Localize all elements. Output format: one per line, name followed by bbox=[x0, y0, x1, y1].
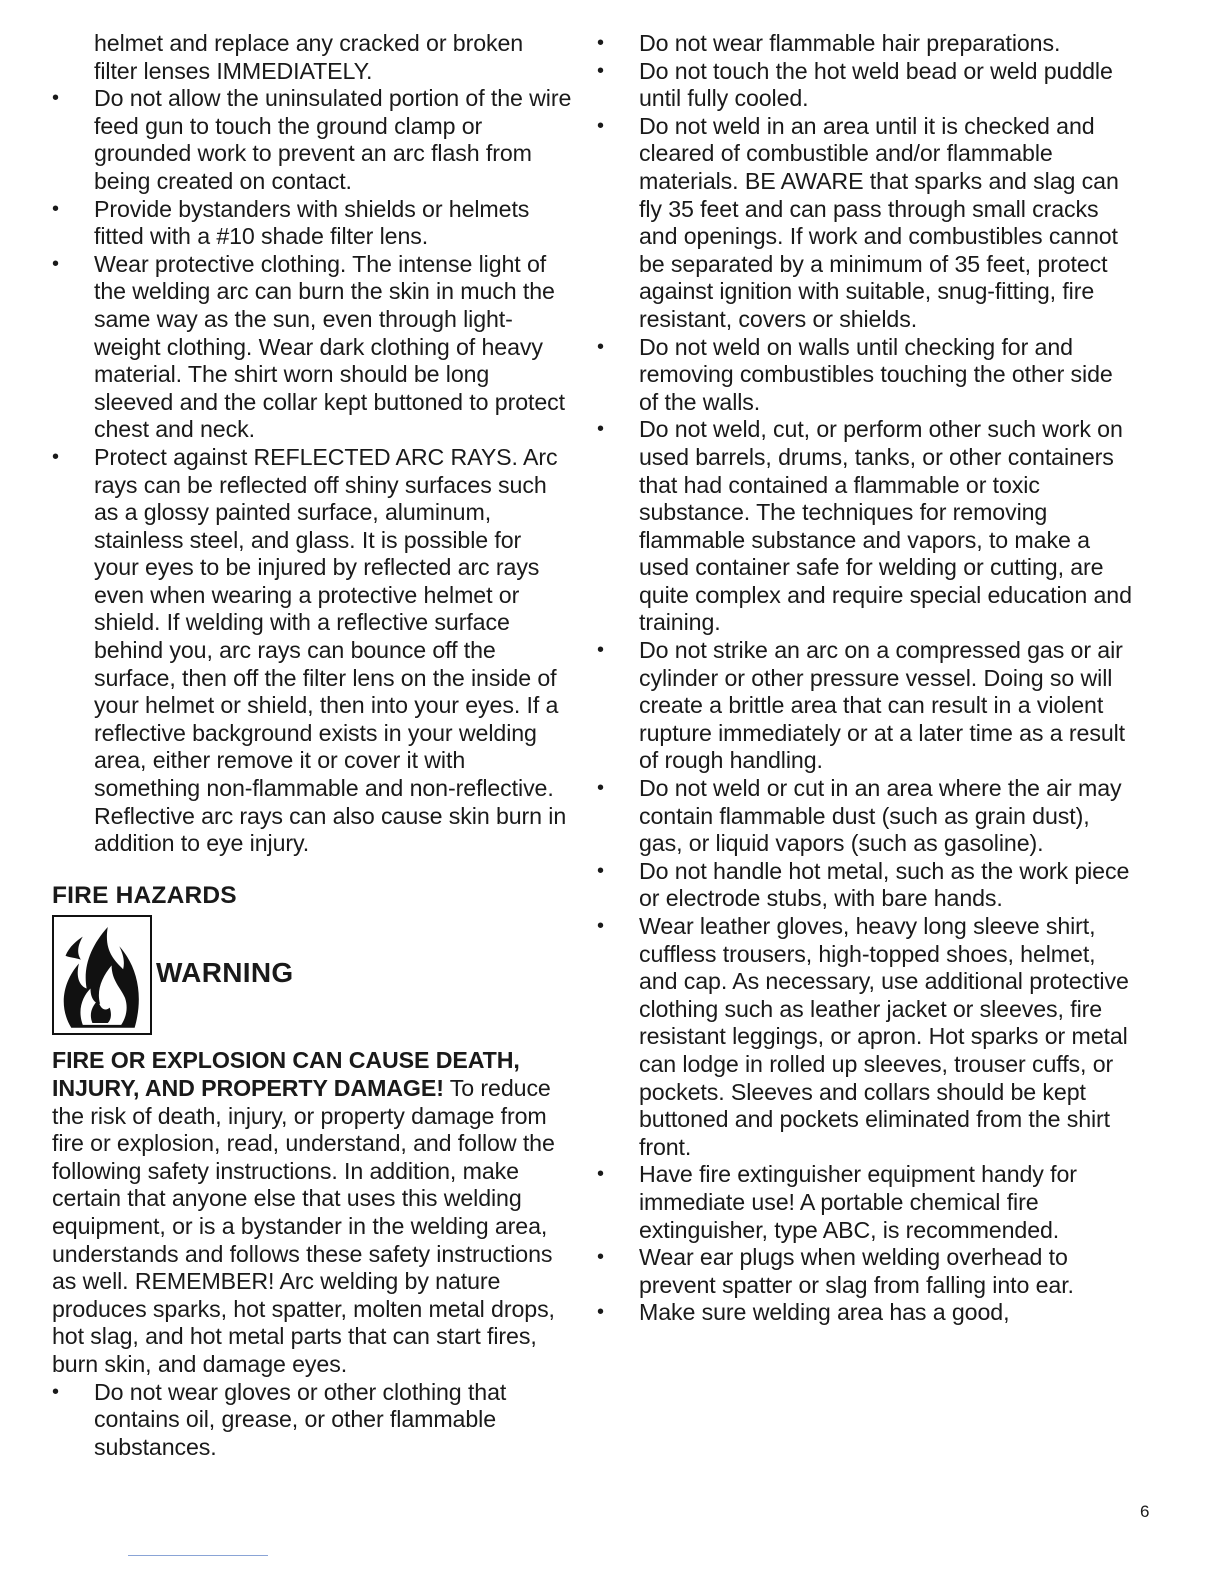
bullet-icon: • bbox=[52, 445, 59, 468]
list-item: • Do not wear flammable hair preparations. bbox=[597, 30, 1061, 56]
warning-bold-text: FIRE OR EXPLOSION CAN CAUSE DEATH, INJURY, AND PROPERTY DAMAGE! bbox=[52, 1047, 520, 1101]
bullet-icon: • bbox=[52, 252, 59, 275]
list-item: • Do not weld, cut, or perform other such work on used barrels, drums, tanks, or other containers that had contained a flammable or toxic substance. The techniques for removing flammable substance and vapors, to make a used container safe for welding or cutting, are quite complex and require special education and training. bbox=[597, 416, 1132, 636]
list-item: • Do not weld or cut in an area where the air may contain flammable dust (such as grain dust), gas, or liquid vapors (such as gasoline). bbox=[597, 775, 1122, 857]
bullet-icon: • bbox=[597, 1301, 604, 1324]
list-item: • Do not weld on walls until checking for and removing combustibles touching the other side of the walls. bbox=[597, 333, 1113, 415]
bullet-list-bottom bbox=[52, 1379, 572, 1462]
bullet-icon: • bbox=[597, 59, 604, 82]
warning-paragraph bbox=[52, 1047, 572, 1378]
fire-icon bbox=[52, 915, 152, 1035]
list-item: • Wear ear plugs when welding overhead to prevent spatter or slag from falling into ear. bbox=[597, 1244, 1074, 1298]
bullet-icon: • bbox=[52, 197, 59, 220]
page-number: 6 bbox=[1140, 1502, 1150, 1521]
list-item: • Do not allow the uninsulated portion of the wire feed gun to touch the ground clamp or grounded work to prevent an arc flash from being created on contact. bbox=[52, 85, 572, 194]
bullet-icon: • bbox=[597, 1163, 604, 1186]
bullet-icon: • bbox=[597, 418, 604, 441]
list-item: • Provide bystanders with shields or helmets fitted with a #10 shade filter lens. bbox=[52, 195, 530, 250]
list-item: • Do not strike an arc on a compressed gas or air cylinder or other pressure vessel. Doing so will create a brittle area that can result in a violent rupture immediately or at a later time as a result of rough handling. bbox=[597, 637, 1126, 774]
footer-divider bbox=[128, 1555, 268, 1556]
list-item: • Do not touch the hot weld bead or weld puddle until fully cooled. bbox=[597, 57, 1113, 112]
bullet-icon: • bbox=[52, 1380, 59, 1403]
bullet-list-top bbox=[52, 85, 572, 858]
continued-paragraph: helmet and replace any cracked or broken filter lenses IMMEDIATELY. bbox=[94, 30, 524, 84]
bullet-icon: • bbox=[597, 1246, 604, 1269]
bullet-icon: • bbox=[597, 32, 604, 54]
bullet-icon: • bbox=[597, 639, 604, 662]
right-column bbox=[597, 30, 1132, 1327]
list-item: • Do not weld in an area until it is checked and cleared of combustible and/or flammable materials. BE AWARE that sparks and slag can fly 35 feet and can pass through small cracks and openings. If work and combustibles cannot be separated by a minimum of 35 feet, protect against ignition with suitable, snug-fitting, fire resistant, covers or shields. bbox=[597, 112, 1119, 332]
list-item: • Wear protective clothing. The intense light of the welding arc can burn the skin in much the same way as the sun, even through light-weight clothing. Wear dark clothing of heavy material. The shirt worn should be long sleeved and the collar kept buttoned to protect chest and neck. bbox=[52, 250, 565, 443]
bullet-icon: • bbox=[597, 915, 604, 937]
bullet-icon: • bbox=[597, 777, 604, 800]
list-item: • Do not handle hot metal, such as the work piece or electrode stubs, with bare hands. bbox=[597, 857, 1130, 912]
bullet-list-right bbox=[597, 30, 1132, 1327]
left-column bbox=[52, 30, 572, 1461]
warning-label: WARNING bbox=[156, 957, 294, 989]
bullet-icon: • bbox=[52, 87, 59, 110]
bullet-icon: • bbox=[597, 114, 604, 137]
warning-body-text: To reduce the risk of death, injury, or property damage from fire or explosion, read, understand, and follow the following safety instructions. In addition, make certain that anyone else that uses this welding equipment, or is a bystander in the welding area, understands and follows these safety instructions as well. REMEMBER! Arc welding by nature produces sparks, hot spatter, molten metal drops, hot slag, and hot metal parts that can start fires, burn skin, and damage eyes. bbox=[52, 1075, 555, 1377]
section-heading: FIRE HAZARDS bbox=[52, 881, 237, 909]
list-item: • Have fire extinguisher equipment handy for immediate use! A portable chemical fire extinguisher, type ABC, is recommended. bbox=[597, 1161, 1077, 1243]
bullet-icon: • bbox=[597, 859, 604, 882]
list-item: • Make sure welding area has a good, bbox=[597, 1299, 1010, 1326]
list-item: • Wear leather gloves, heavy long sleeve shirt, cuffless trousers, high-topped shoes, helmet, and cap. As necessary, use additional protective clothing such as leather jacket or sleeves, fire resistant leggings, or apron. Hot sparks or metal can lodge in rolled up sleeves, trouser cuffs, or pockets. Sleeves and collars should be kept buttoned and pockets eliminated from the shirt front. bbox=[597, 913, 1129, 1160]
bullet-icon: • bbox=[597, 335, 604, 358]
list-item: • Do not wear gloves or other clothing that contains oil, grease, or other flammable substances. bbox=[52, 1378, 507, 1460]
warning-banner bbox=[52, 915, 572, 1045]
list-item: • Protect against REFLECTED ARC RAYS. Arc rays can be reflected off shiny surfaces such as a glossy painted surface, aluminum, stainless steel, and glass. It is possible for your eyes to be injured by reflected arc rays even when wearing a protective helmet or shield. If welding with a reflective surface behind you, arc rays can bounce off the surface, then off the filter lens on the inside of your helmet or shield, then into your eyes. If a reflective background exists in your welding area, either remove it or cover it with something non-flammable and non-reflective. Reflective arc rays can also cause skin burn in addition to eye injury. bbox=[52, 443, 567, 857]
